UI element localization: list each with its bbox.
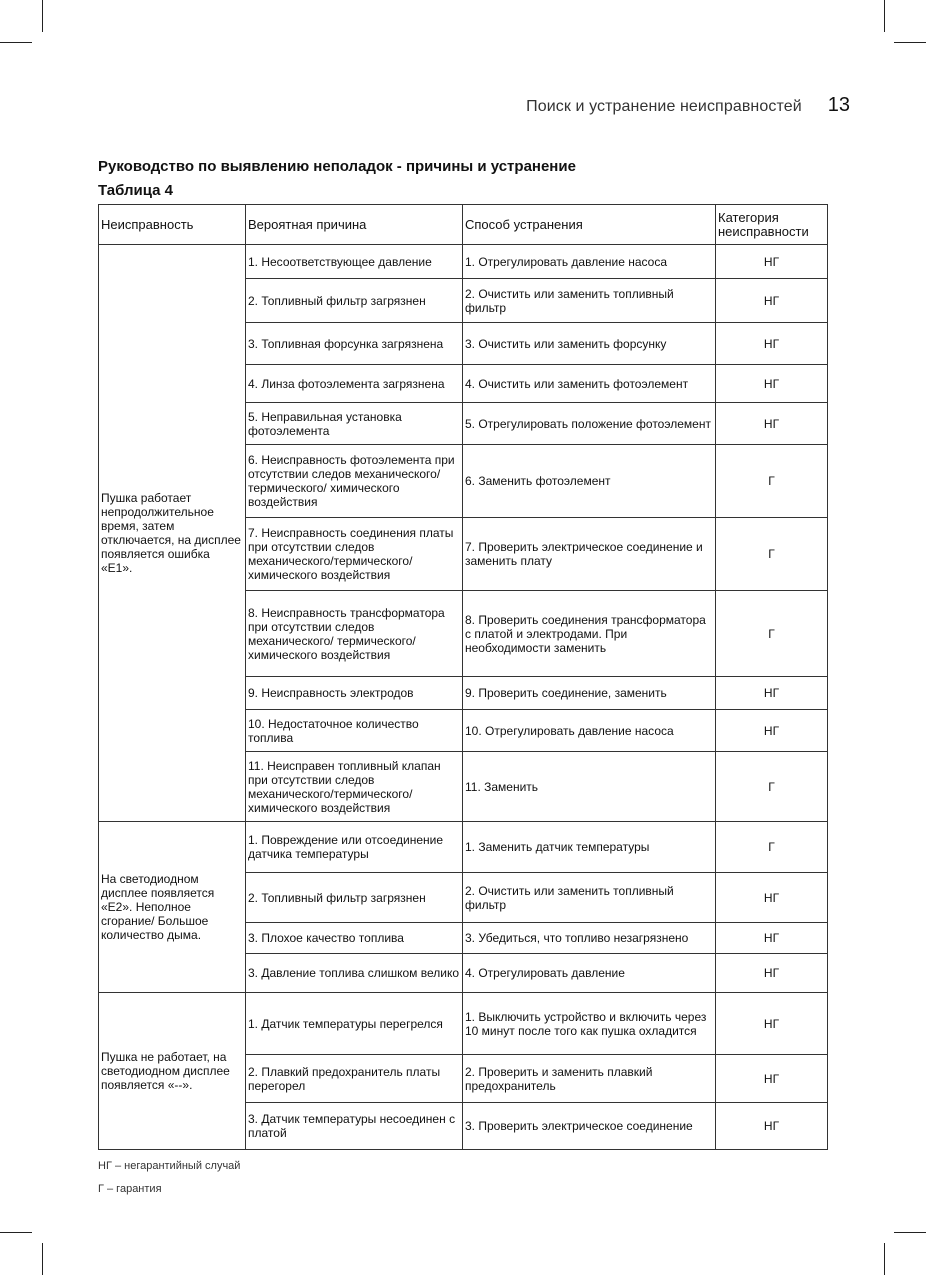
category-cell: Г <box>716 445 828 518</box>
cause-cell: 1. Несоответствующее давление <box>246 245 463 279</box>
cause-cell: 2. Топливный фильтр загрязнен <box>246 873 463 923</box>
fault-cell: Пушка работает непродолжительное время, затем отключается, на дисплее появляется ошибка «E1». <box>99 245 246 822</box>
crop-mark <box>884 1243 885 1275</box>
cause-cell: 3. Датчик температуры несоединен с платой <box>246 1103 463 1150</box>
cause-cell: 6. Неисправность фотоэлемента при отсутствии следов механического/термического/ химического воздействия <box>246 445 463 518</box>
cause-cell: 11. Неисправен топливный клапан при отсутствии следов механического/термического/ химического воздействия <box>246 752 463 822</box>
category-cell: Г <box>716 591 828 677</box>
page-header <box>526 94 850 117</box>
remedy-cell: 1. Отрегулировать давление насоса <box>463 245 716 279</box>
category-cell: НГ <box>716 365 828 403</box>
cause-cell: 7. Неисправность соединения платы при отсутствии следов механического/термического/ химического воздействия <box>246 518 463 591</box>
cause-cell: 8. Неисправность трансформатора при отсутствии следов механического/ термического/химического воздействия <box>246 591 463 677</box>
cause-cell: 2. Плавкий предохранитель платы перегорел <box>246 1055 463 1103</box>
page-number: 13 <box>827 94 850 116</box>
category-cell: НГ <box>716 323 828 365</box>
table-header-row <box>99 205 828 245</box>
remedy-cell: 1. Заменить датчик температуры <box>463 822 716 873</box>
document-title: Руководство по выявлению неполадок - причины и устранение <box>98 158 576 175</box>
cause-cell: 9. Неисправность электродов <box>246 677 463 710</box>
troubleshooting-table <box>98 204 828 1150</box>
remedy-cell: 4. Очистить или заменить фотоэлемент <box>463 365 716 403</box>
cause-cell: 5. Неправильная установка фотоэлемента <box>246 403 463 445</box>
fault-cell: Пушка не работает, на светодиодном дисплее появляется «--». <box>99 993 246 1150</box>
column-header-category: Категория неисправности <box>716 205 828 245</box>
category-cell: Г <box>716 822 828 873</box>
category-cell: НГ <box>716 954 828 993</box>
category-cell: НГ <box>716 677 828 710</box>
category-cell: Г <box>716 518 828 591</box>
remedy-cell: 7. Проверить электрическое соединение и заменить плату <box>463 518 716 591</box>
crop-mark <box>0 1232 32 1233</box>
category-cell: НГ <box>716 993 828 1055</box>
remedy-cell: 10. Отрегулировать давление насоса <box>463 710 716 752</box>
category-cell: НГ <box>716 279 828 323</box>
table-row <box>99 993 828 1055</box>
remedy-cell: 6. Заменить фотоэлемент <box>463 445 716 518</box>
category-cell: НГ <box>716 1055 828 1103</box>
remedy-cell: 3. Проверить электрическое соединение <box>463 1103 716 1150</box>
legend-nonwarranty: НГ – негарантийный случай <box>98 1160 241 1172</box>
crop-mark <box>0 42 32 43</box>
category-cell: НГ <box>716 1103 828 1150</box>
remedy-cell: 8. Проверить соединения трансформатора с платой и электродами. При необходимости заменить <box>463 591 716 677</box>
table-row <box>99 245 828 279</box>
remedy-cell: 3. Очистить или заменить форсунку <box>463 323 716 365</box>
remedy-cell: 11. Заменить <box>463 752 716 822</box>
crop-mark <box>42 0 43 32</box>
cause-cell: 4. Линза фотоэлемента загрязнена <box>246 365 463 403</box>
category-cell: НГ <box>716 873 828 923</box>
category-cell: НГ <box>716 923 828 954</box>
header-title: Поиск и устранение неисправностей <box>526 98 802 115</box>
column-header-remedy: Способ устранения <box>463 205 716 245</box>
remedy-cell: 4. Отрегулировать давление <box>463 954 716 993</box>
remedy-cell: 2. Очистить или заменить топливный фильтр <box>463 279 716 323</box>
cause-cell: 10. Недостаточное количество топлива <box>246 710 463 752</box>
crop-mark <box>894 1232 926 1233</box>
cause-cell: 1. Датчик температуры перегрелся <box>246 993 463 1055</box>
cause-cell: 2. Топливный фильтр загрязнен <box>246 279 463 323</box>
column-header-cause: Вероятная причина <box>246 205 463 245</box>
remedy-cell: 2. Очистить или заменить топливный фильтр <box>463 873 716 923</box>
category-cell: Г <box>716 752 828 822</box>
category-cell: НГ <box>716 403 828 445</box>
cause-cell: 3. Топливная форсунка загрязнена <box>246 323 463 365</box>
crop-mark <box>894 42 926 43</box>
remedy-cell: 9. Проверить соединение, заменить <box>463 677 716 710</box>
cause-cell: 3. Давление топлива слишком велико <box>246 954 463 993</box>
remedy-cell: 2. Проверить и заменить плавкий предохранитель <box>463 1055 716 1103</box>
category-cell: НГ <box>716 245 828 279</box>
cause-cell: 1. Повреждение или отсоединение датчика температуры <box>246 822 463 873</box>
cause-cell: 3. Плохое качество топлива <box>246 923 463 954</box>
column-header-fault: Неисправность <box>99 205 246 245</box>
remedy-cell: 3. Убедиться, что топливо незагрязнено <box>463 923 716 954</box>
legend-warranty: Г – гарантия <box>98 1183 162 1195</box>
table-row <box>99 822 828 873</box>
remedy-cell: 1. Выключить устройство и включить через 10 минут после того как пушка охладится <box>463 993 716 1055</box>
category-cell: НГ <box>716 710 828 752</box>
crop-mark <box>884 0 885 32</box>
fault-cell: На светодиодном дисплее появляется «E2». Неполное сгорание/ Большое количество дыма. <box>99 822 246 993</box>
table-label: Таблица 4 <box>98 182 174 199</box>
crop-mark <box>42 1243 43 1275</box>
remedy-cell: 5. Отрегулировать положение фотоэлемент <box>463 403 716 445</box>
table-body <box>99 245 828 1150</box>
